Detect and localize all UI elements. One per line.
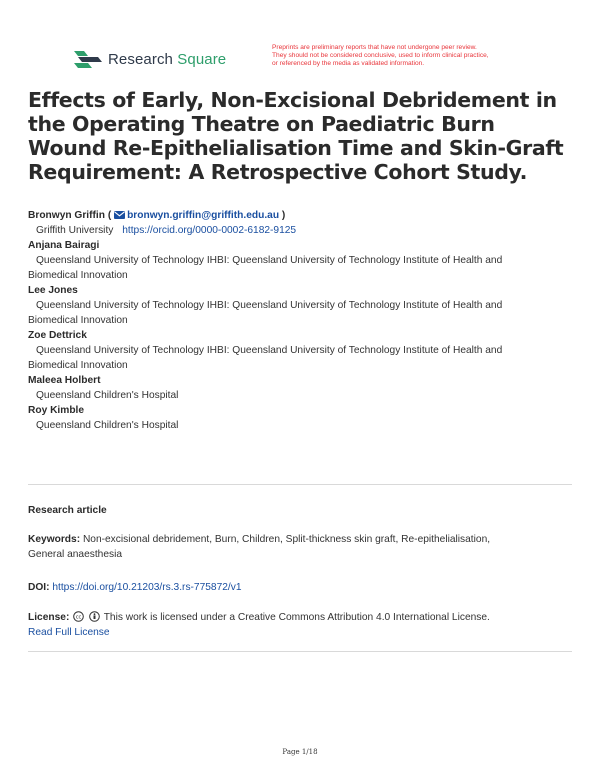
affiliation-line: Queensland University of Technology IHBI: Queensland University of Technology Institute of Health and <box>36 255 503 266</box>
affiliation-line: Queensland University of Technology IHBI: Queensland University of Technology Institute of Health and <box>36 345 503 356</box>
author-name: Bronwyn Griffin <box>28 210 105 221</box>
license-text: This work is licensed under a Creative Commons Attribution 4.0 International License. <box>103 612 490 623</box>
svg-text:cc: cc <box>75 614 82 621</box>
keywords-label: Keywords: <box>28 534 81 545</box>
affiliation-line: Queensland University of Technology IHBI: Queensland University of Technology Institute of Health and <box>36 300 503 311</box>
author-name: Lee Jones <box>28 285 78 296</box>
envelope-icon <box>114 211 125 219</box>
author-affiliation <box>28 253 576 283</box>
author-affiliation: Queensland Children's Hospital <box>36 390 179 401</box>
read-full-license-link[interactable]: Read Full License <box>28 627 110 638</box>
author-list <box>28 208 576 433</box>
section-divider <box>28 651 572 652</box>
doi-section <box>28 580 576 595</box>
author-affiliation: Queensland Children's Hospital <box>36 420 179 431</box>
preprint-notice <box>272 44 542 68</box>
author-email-link[interactable]: bronwyn.griffin@griffith.edu.au <box>127 210 280 221</box>
notice-line: or referenced by the media as validated information. <box>272 60 425 67</box>
logo-text-square: Square <box>177 50 227 68</box>
author-name: Maleea Holbert <box>28 375 101 386</box>
logo-text-research: Research <box>108 50 173 68</box>
license-label: License: <box>28 612 70 623</box>
research-square-logo[interactable] <box>74 49 226 69</box>
author-entry: Bronwyn Griffin ( bronwyn.griffin@griffith.edu.au ) <box>28 210 286 221</box>
affiliation-line: Biomedical Innovation <box>28 270 128 281</box>
keywords-text: Non-excisional debridement, Burn, Children, Split-thickness skin graft, Re-epithelialisation, <box>82 534 491 545</box>
affiliation-line: Biomedical Innovation <box>28 315 128 326</box>
doi-link[interactable]: https://doi.org/10.21203/rs.3.rs-775872/v1 <box>52 582 242 593</box>
paper-title: Effects of Early, Non-Excisional Debridement in the Operating Theatre on Paediatric Burn Wound Re-Epithelialisation Time and Skin-Graft Requirement: A Retrospective Cohort Study. <box>28 88 564 184</box>
page-number: Page 1/18 <box>282 748 318 756</box>
author-affiliation <box>28 298 576 328</box>
keywords-section <box>28 532 576 562</box>
author-name: Zoe Dettrick <box>28 330 87 341</box>
research-square-logo-icon <box>74 49 102 69</box>
notice-line: Preprints are preliminary reports that have not undergone peer review. <box>272 44 477 51</box>
article-type <box>28 503 576 518</box>
logo-text <box>108 51 226 68</box>
author-affiliation <box>28 343 576 373</box>
affiliation-line: Biomedical Innovation <box>28 360 128 371</box>
attribution-icon <box>89 611 100 622</box>
affiliation-text: Griffith University <box>36 225 114 236</box>
license-section <box>28 610 576 640</box>
creative-commons-icon <box>73 611 84 622</box>
author-name: Roy Kimble <box>28 405 85 416</box>
author-affiliation <box>28 223 576 238</box>
doi-label: DOI: <box>28 582 50 593</box>
orcid-link[interactable]: https://orcid.org/0000-0002-6182-9125 <box>122 225 297 236</box>
article-type-label: Research article <box>28 505 107 516</box>
keywords-text: General anaesthesia <box>28 549 123 560</box>
section-divider <box>28 484 572 485</box>
notice-line: They should not be considered conclusive, used to inform clinical practice, <box>272 52 489 59</box>
author-name: Anjana Bairagi <box>28 240 100 251</box>
